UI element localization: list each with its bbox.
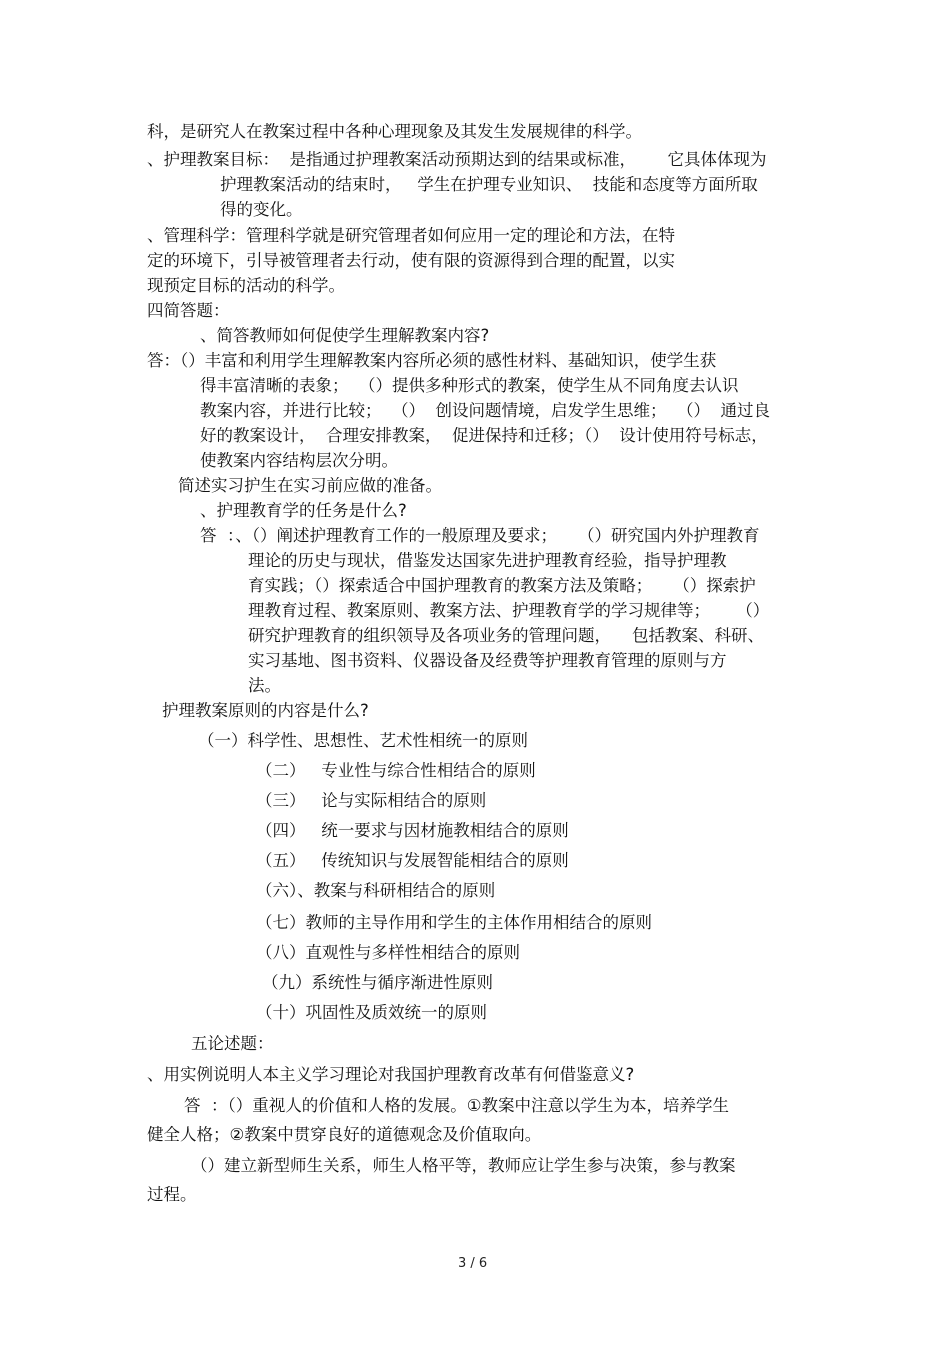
text-line: 研究护理教育的组织领导及各项业务的管理问题， 包括教案、科研、 xyxy=(248,626,764,645)
question-line: 护理教案原则的内容是什么? xyxy=(162,701,369,720)
section-heading: 五论述题： xyxy=(191,1034,274,1053)
text-line: 育实践；（）探索适合中国护理教育的教案方法及策略； （）探索护 xyxy=(248,576,756,595)
text-line: 过程。 xyxy=(147,1185,197,1204)
text-line: 使教案内容结构层次分明。 xyxy=(200,451,398,470)
text-line: 实习基地、图书资料、仪器设备及经费等护理教育管理的原则与方 xyxy=(248,651,727,670)
text-line: 理论的历史与现状，借鉴发达国家先进护理教育经验，指导护理教 xyxy=(248,551,727,570)
text-line: （）建立新型师生关系，师生人格平等，教师应让学生参与决策，参与教案 xyxy=(191,1156,736,1175)
list-item: （九）系统性与循序渐进性原则 xyxy=(262,973,493,992)
text-line: 答 ：、（）阐述护理教育工作的一般原理及要求； （）研究国内外护理教育 xyxy=(200,526,760,545)
list-item: （七）教师的主导作用和学生的主体作用相结合的原则 xyxy=(256,913,652,932)
text-line: 现预定目标的活动的科学。 xyxy=(147,276,345,295)
page-number: 3 / 6 xyxy=(458,1256,488,1271)
question-line: 简述实习护生在实习前应做的准备。 xyxy=(178,476,442,495)
list-item: （一）科学性、思想性、艺术性相统一的原则 xyxy=(198,731,528,750)
text-line: 定的环境下，引导被管理者去行动，使有限的资源得到合理的配置，以实 xyxy=(147,251,675,270)
text-line: 理教育过程、教案原则、教案方法、护理教育学的学习规律等； （） xyxy=(248,601,770,620)
text-line: 好的教案设计， 合理安排教案， 促进保持和迁移；（） 设计使用符号标志， xyxy=(200,426,768,445)
text-line: 教案内容，并进行比较； （） 创设问题情境，启发学生思维； （） 通过良 xyxy=(200,401,770,420)
text-line: 护理教案活动的结束时， 学生在护理专业知识、 技能和态度等方面所取 xyxy=(220,175,758,194)
text-line: 得的变化。 xyxy=(220,200,303,219)
question-line: 、简答教师如何促使学生理解教案内容? xyxy=(200,326,490,345)
list-item: （四） 统一要求与因材施教相结合的原则 xyxy=(256,821,569,840)
question-line: 、护理教育学的任务是什么? xyxy=(200,501,407,520)
text-line: 、护理教案目标： 是指通过护理教案活动预期达到的结果或标准， 它具体体现为 xyxy=(147,150,767,169)
list-item: （六）、教案与科研相结合的原则 xyxy=(256,881,496,900)
list-item: （二） 专业性与综合性相结合的原则 xyxy=(256,761,536,780)
text-line: 答 ：（）重视人的价值和人格的发展。①教案中注意以学生为本，培养学生 xyxy=(184,1096,730,1115)
question-line: 、用实例说明人本主义学习理论对我国护理教育改革有何借鉴意义? xyxy=(147,1065,635,1084)
list-item: （八）直观性与多样性相结合的原则 xyxy=(256,943,520,962)
text-line: 、管理科学：管理科学就是研究管理者如何应用一定的理论和方法，在特 xyxy=(147,226,675,245)
text-line: 得丰富清晰的表象； （）提供多种形式的教案，使学生从不同角度去认识 xyxy=(200,376,739,395)
text-line: 健全人格；②教案中贯穿良好的道德观念及价值取向。 xyxy=(147,1125,542,1144)
text-line: 答：（）丰富和利用学生理解教案内容所必须的感性材料、基础知识，使学生获 xyxy=(147,351,717,370)
list-item: （五） 传统知识与发展智能相结合的原则 xyxy=(256,851,569,870)
text-line: 科，是研究人在教案过程中各种心理现象及其发生发展规律的科学。 xyxy=(147,122,642,141)
list-item: （十）巩固性及质效统一的原则 xyxy=(256,1003,487,1022)
section-heading: 四简答题： xyxy=(147,301,230,320)
text-line: 法。 xyxy=(248,676,281,695)
list-item: （三） 论与实际相结合的原则 xyxy=(256,791,487,810)
